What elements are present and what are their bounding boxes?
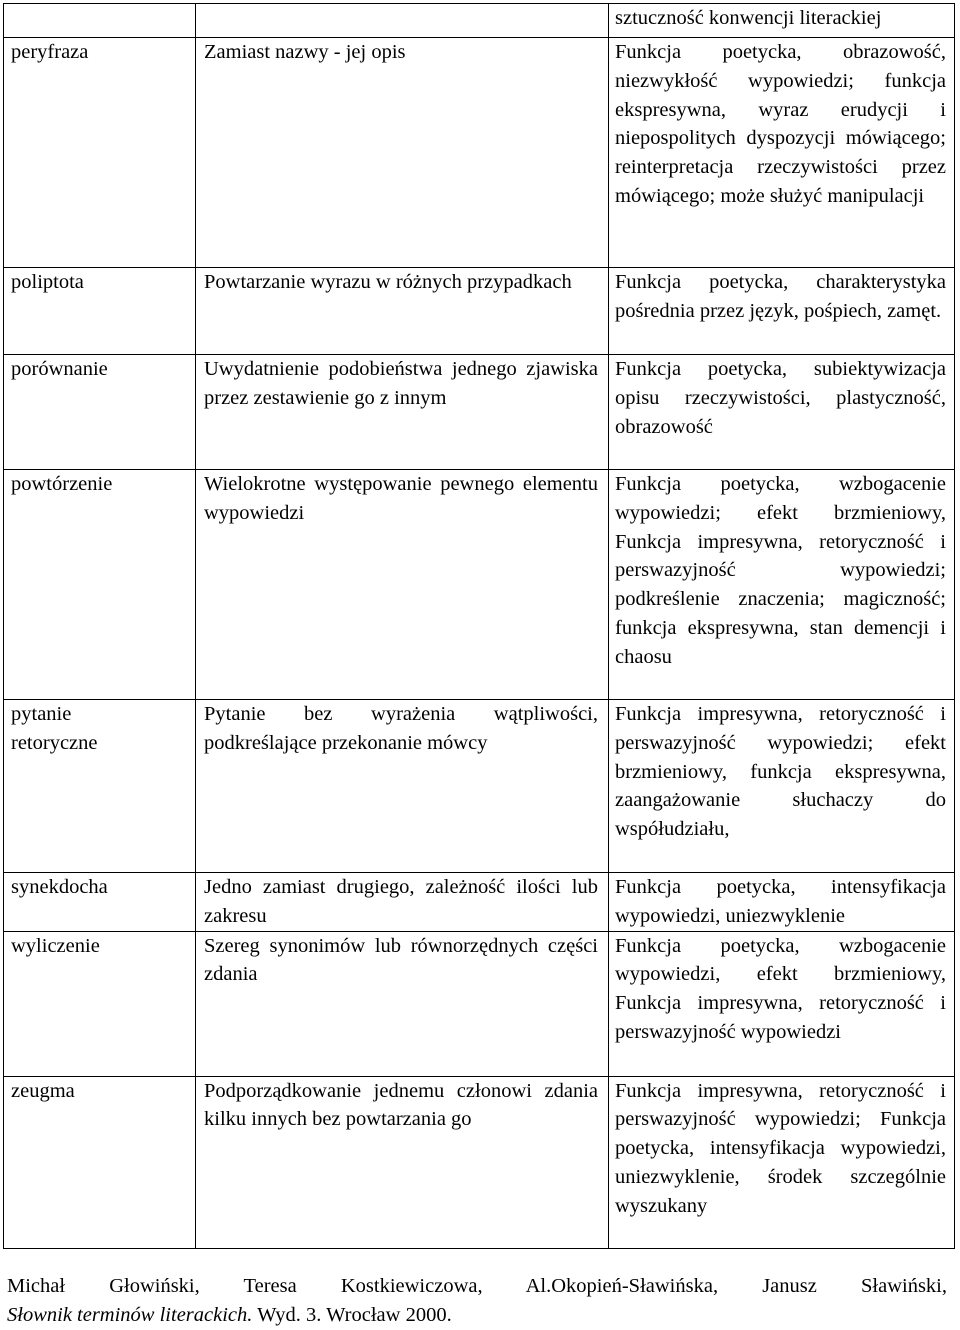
term-cell [4,355,196,470]
definition-cell [196,700,609,873]
term-text: zeugma [11,1079,75,1102]
definition-cell [196,355,609,470]
function-text: Funkcja impresywna, retoryczność i perswazyjność wypowiedzi; Funkcja poetycka, intensyfikacja wypowiedzi, uniezwyklenie, środek szczególnie wyszukany [615,1079,946,1217]
term-text: poliptota [11,271,84,293]
table-row [4,355,955,470]
definition-text: Powtarzanie wyrazu w różnych przypadkach [204,271,572,293]
function-text: Funkcja poetycka, subiektywizacja opisu rzeczywistości, plastyczność, obrazowość [615,358,946,438]
table-row [4,700,955,873]
function-cell [609,355,955,470]
table-row [4,470,955,700]
function-cell [609,4,955,38]
definition-cell [196,4,609,38]
definition-cell [196,1076,609,1248]
table-row [4,873,955,932]
function-cell [609,700,955,873]
citation-title: Słownik terminów literackich. [7,1303,253,1326]
function-cell [609,38,955,268]
definition-cell [196,470,609,700]
definition-text: Pytanie bez wyrażenia wątpliwości, podkreślające przekonanie mówcy [204,703,598,754]
table-row [4,4,955,38]
terms-table [3,3,955,1249]
definition-cell [196,268,609,355]
citation-authors: Michał Głowiński, Teresa Kostkiewiczowa, Al.Okopień-Sławińska, Janusz Sławiński, [7,1275,947,1297]
function-cell [609,1076,955,1248]
term-cell [4,931,196,1076]
citation-footer [7,1272,947,1330]
function-text: Funkcja poetycka, charakterystyka pośrednia przez język, pośpiech, zamęt. [615,271,946,322]
term-text: synekdocha [11,876,108,898]
term-text: pytanie retoryczne [11,703,98,754]
definition-text: Podporządkowanie jednemu członowi zdania kilku innych bez powtarzania go [204,1079,598,1131]
definition-cell [196,931,609,1076]
function-text: Funkcja poetycka, wzbogacenie wypowiedzi, efekt brzmieniowy, Funkcja impresywna, retoryczność i perswazyjność wypowiedzi [615,934,946,1043]
term-text: peryfraza [11,41,89,63]
definition-cell [196,38,609,268]
function-cell [609,873,955,932]
function-cell [609,268,955,355]
definition-text: Jedno zamiast drugiego, zależność ilości lub zakresu [204,876,598,927]
table-row [4,38,955,268]
term-cell [4,1076,196,1248]
term-cell [4,470,196,700]
function-text: Funkcja impresywna, retoryczność i perswazyjność wypowiedzi; efekt brzmieniowy, funkcja ekspresywna, zaangażowanie słuchaczy do współudziału, [615,703,946,841]
term-cell [4,4,196,38]
table-row [4,268,955,355]
definition-cell [196,873,609,932]
term-cell [4,268,196,355]
function-text: Funkcja poetycka, intensyfikacja wypowiedzi, uniezwyklenie [615,876,946,927]
term-cell [4,700,196,873]
function-text: Funkcja poetycka, wzbogacenie wypowiedzi; efekt brzmieniowy, Funkcja impresywna, retoryczność i perswazyjność wypowiedzi; podkreślenie znaczenia; magiczność; funkcja ekspresywna, stan demencji i chaosu [615,473,946,668]
citation-edition: Wyd. 3. Wrocław 2000. [252,1303,452,1326]
function-cell [609,931,955,1076]
table-row [4,1076,955,1248]
function-text: Funkcja poetycka, obrazowość, niezwykłość wypowiedzi; funkcja ekspresywna, wyraz erudycji i niepospolitych dyspozycji mówiącego; reinterpretacja rzeczywistości przez mówiącego; może służyć manipulacji [615,41,946,207]
term-text: porównanie [11,358,108,380]
definition-text: Uwydatnienie podobieństwa jednego zjawiska przez zestawienie go z innym [204,358,598,409]
definition-text: Szereg synonimów lub równorzędnych części zdania [204,934,598,986]
term-cell [4,873,196,932]
definition-text: Wielokrotne występowanie pewnego elementu wypowiedzi [204,473,598,524]
definition-text: Zamiast nazwy - jej opis [204,41,406,63]
term-cell [4,38,196,268]
term-text: wyliczenie [11,934,100,957]
function-text: sztuczność konwencji literackiej [615,7,882,29]
table-row [4,931,955,1076]
term-text: powtórzenie [11,473,113,495]
function-cell [609,470,955,700]
